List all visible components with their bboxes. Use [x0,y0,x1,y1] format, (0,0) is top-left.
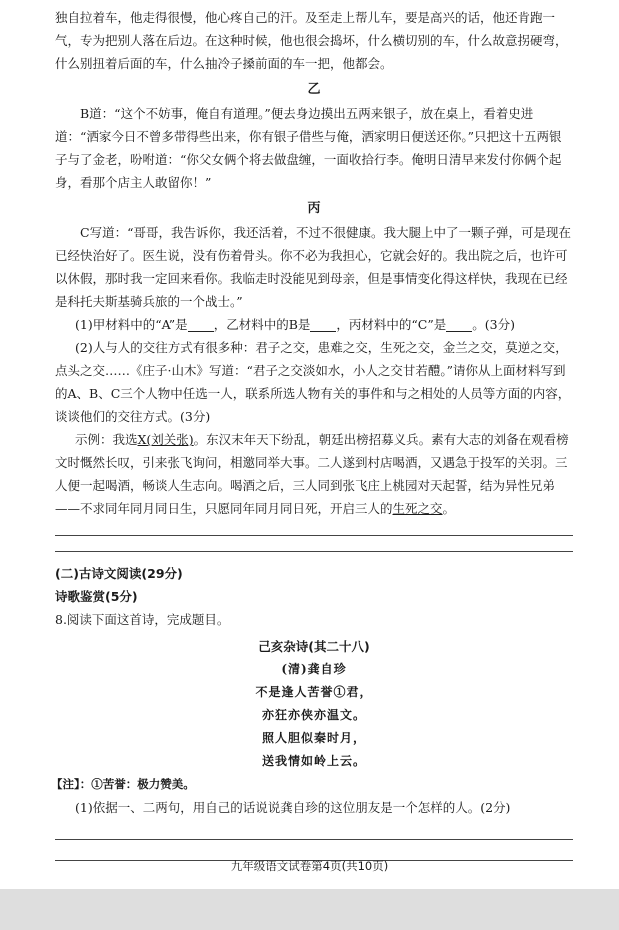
passage-b: B道：“这个不妨事，俺自有道理。”便去身边摸出五两来银子，放在桌上，看着史进道：“洒家今日不曾多带得些出来，你有银子借些与俺，洒家明日便送还你。”只把这十五两银子与了金老，吩咐道：“你父女俩个将去做盘缠，一面收拾行李。俺明日清早来发付你俩个起身，看那个店主人敢留你！” [55,106,562,190]
example-tail: 生死之交 [392,501,443,516]
question-2: (2)人与人的交往方式有很多种：君子之交，患难之交，生死之交，金兰之交，莫逆之交，点头之交……《庄子·山木》写道：“君子之交淡如水，小人之交甘若醴。”请你从上面材料写到的A、B、C三个人物中任选一人，联系所选人物有关的事件和与之相处的人员等方面的内容，谈谈他们的交往方式。(3分) [55,340,571,424]
section-subtitle: 诗歌鉴赏(5分) [55,589,138,604]
answer-blank-a[interactable] [188,317,214,332]
answer-line[interactable] [55,551,573,552]
poem [55,635,573,773]
page-bottom-margin [0,889,619,930]
q1-text-part4: 。(3分) [472,317,515,332]
example-end: 。 [442,501,456,516]
question-8-1: (1)依据一、二两句，用自己的话说说龚自珍的这位朋友是一个怎样的人。(2分) [75,800,511,815]
page-footer: 九年级语文试卷第4页(共10页) [230,859,389,873]
poem-line: 亦狂亦侠亦温文。 [261,708,366,722]
heading-b: 乙 [307,82,321,97]
page-content [51,6,573,861]
passage-c: C写道：“哥哥，我告诉你，我还活着，不过不很健康。我大腿上中了一颗子弹，可是现在已经快治好了。医生说，没有伤着骨头。你不必为我担心，它就会好的。我出院之后，也许可以休假，那时我一定回来看你。我临走时没能见到母亲，但是事情变化得这样快，我现在已经是科托夫斯基骑兵旅的一个战士。” [55,225,571,309]
example-body: 。东汉末年天下纷乱，朝廷出榜招募义兵。素有大志的刘备在观看榜文时慨然长叹，引来张飞询问，相邀同举大事。二人遂到村店喝酒，又遇急于投军的关羽。三人便一起喝酒，畅谈人生志向。喝酒之后，三人同到张飞庄上桃园对天起誓，结为异性兄弟——不求同年同月同日生，只愿同年同月同日死，开启三人的 [55,432,569,516]
question-8: 8.阅读下面这首诗，完成题目。 [55,612,230,627]
q1-text-part3: ，丙材料中的“C”是 [336,317,447,332]
section-title: (二)古诗文阅读(29分) [55,566,183,581]
answer-blank-c[interactable] [446,317,472,332]
poem-line: 不是逢人苦誉①君， [255,685,373,699]
answer-line[interactable] [55,839,573,840]
example-lead: 示例：我选 [75,432,138,447]
poem-title: 己亥杂诗(其二十八) [258,639,370,654]
answer-line[interactable] [55,535,573,536]
poem-author: (清)龚自珍 [281,662,347,676]
answer-blank-b[interactable] [310,317,336,332]
footnote: 【注】：①苦誉：极力赞美。 [51,777,195,791]
example-choice: X(刘关张) [137,432,194,447]
q1-text-part1: (1)甲材料中的“A”是 [75,317,188,332]
question-1 [55,313,573,336]
poem-line: 送我情如岭上云。 [261,754,366,768]
heading-c: 丙 [307,201,321,216]
example-answer [55,428,573,520]
passage-a-tail: 独自拉着车，他走得很慢，他心疼自己的汗。及至走上帮儿车，要是高兴的话，他还肯跑一气，专为把别人落在后边。在这种时候，他也很会捣坏，什么横切别的车，什么故意拐硬弯，什么别扭着后面的车，什么抽冷子搡前面的车一把，他都会。 [55,10,568,71]
poem-line: 照人胆似秦时月， [261,731,366,745]
q1-text-part2: ，乙材料中的B是 [213,317,311,332]
